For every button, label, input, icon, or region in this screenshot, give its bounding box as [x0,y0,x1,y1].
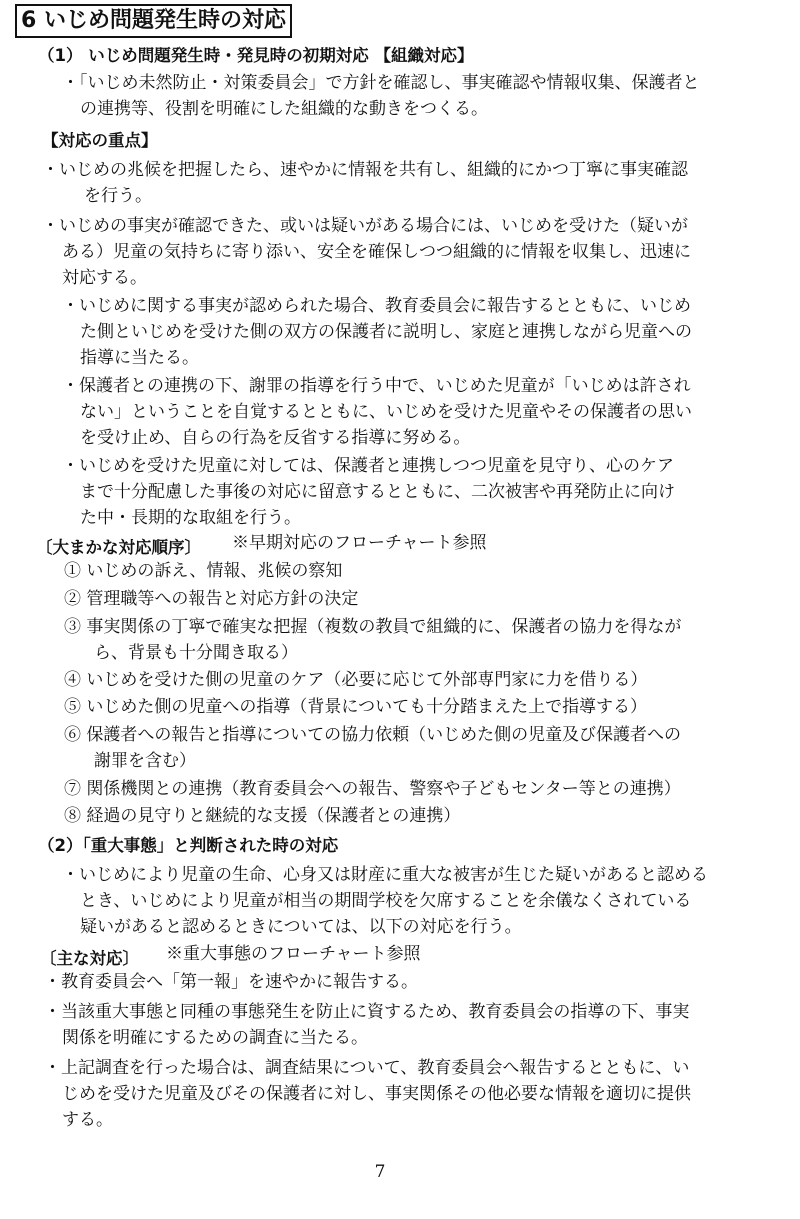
section2-intro-line1: ・いじめにより児童の生命、心身又は財産に重大な被害が生じた疑いがあると認める [62,865,708,885]
section1-intro-line1: ・「いじめ未然防止・対策委員会」で方針を確認し、事実確認や情報収集、保護者と [62,73,700,93]
sub2-line2: ない」ということを自覚するとともに、いじめを受けた児童やその保護者の思い [80,402,692,422]
step-3-line1: ③ 事実関係の丁寧で確実な把握（複数の教員で組織的に、保護者の協力を得なが [64,617,682,637]
s2-bullet3-line3: する。 [62,1110,113,1130]
step-2: ② 管理職等への報告と対応方針の決定 [64,589,359,609]
sub1-line1: ・いじめに関する事実が認められた場合、教育委員会に報告するとともに、いじめ [62,296,691,316]
sub2-line3: を受け止め、自らの行為を反省する指導に努める。 [80,428,471,448]
s2-bullet2-line1: ・当該重大事態と同種の事態発生を防止に資するため、教育委員会の指導の下、事実 [44,1002,690,1022]
bullet1-line1: ・いじめの兆候を把握したら、速やかに情報を共有し、組織的にかつ丁寧に事実確認 [42,160,688,180]
sub1-line2: た側といじめを受けた側の双方の保護者に説明し、家庭と連携しながら児童への [80,322,692,342]
bullet2-line2: ある）児童の気持ちに寄り添い、安全を確保しつつ組織的に情報を収集し、迅速に [62,242,691,262]
sub3-line1: ・いじめを受けた児童に対しては、保護者と連携しつつ児童を見守り、心のケア [62,456,674,476]
step-5: ⑤ いじめた側の児童への指導（背景についても十分踏まえた上で指導する） [64,697,648,717]
page-title: 6 いじめ問題発生時の対応 [15,4,292,38]
bullet1-line2: を行う。 [84,186,152,206]
sub3-line2: まで十分配慮した事後の対応に留意するとともに、二次被害や再発防止に向け [80,482,675,502]
main-response-heading: 〔主な対応〕 [40,949,139,968]
step-6-line2: 謝罪を含む） [94,751,196,771]
sub1-line3: 指導に当たる。 [80,348,199,368]
step-6-line1: ⑥ 保護者への報告と指導についての協力依頼（いじめた側の児童及び保護者への [64,725,682,745]
main-response-note: ※重大事態のフローチャート参照 [166,944,421,964]
key-points-heading: 【対応の重点】 [42,131,158,150]
step-3-line2: ら、背景も十分聞き取る） [94,643,298,663]
section2-intro-line2: とき、いじめにより児童が相当の期間学校を欠席することを余儀なくされている [80,891,692,911]
s2-bullet1: ・教育委員会へ「第一報」を速やかに報告する。 [44,972,418,992]
section1-intro-line2: の連携等、役割を明確にした組織的な動きをつくる。 [80,99,488,119]
step-1: ① いじめの訴え、情報、兆候の察知 [64,561,343,581]
sub2-line1: ・保護者との連携の下、謝罪の指導を行う中で、いじめた児童が「いじめは許され [62,376,691,396]
order-heading: 〔大まかな対応順序〕 [36,538,201,557]
section2-heading: （2）「重大事態」と判断された時の対応 [38,836,339,855]
sub3-line3: た中・長期的な取組を行う。 [80,508,301,528]
step-4: ④ いじめを受けた側の児童のケア（必要に応じて外部専門家に力を借りる） [64,670,648,690]
page-number: 7 [374,1162,386,1182]
step-8: ⑧ 経過の見守りと継続的な支援（保護者との連携） [64,806,461,826]
bullet2-line3: 対応する。 [62,268,147,288]
section1-heading: （1） いじめ問題発生時・発見時の初期対応 【組織対応】 [38,46,474,65]
order-note: ※早期対応のフローチャート参照 [232,533,487,553]
s2-bullet3-line2: じめを受けた児童及びその保護者に対し、事実関係その他必要な情報を適切に提供 [62,1084,691,1104]
s2-bullet2-line2: 関係を明確にするための調査に当たる。 [62,1028,368,1048]
bullet2-line1: ・いじめの事実が確認できた、或いは疑いがある場合には、いじめを受けた（疑いが [42,216,688,236]
step-7: ⑦ 関係機関との連携（教育委員会への報告、警察や子どもセンター等との連携） [64,779,681,799]
section2-intro-line3: 疑いがあると認めるときについては、以下の対応を行う。 [80,917,522,937]
s2-bullet3-line1: ・上記調査を行った場合は、調査結果について、教育委員会へ報告するとともに、い [44,1058,690,1078]
